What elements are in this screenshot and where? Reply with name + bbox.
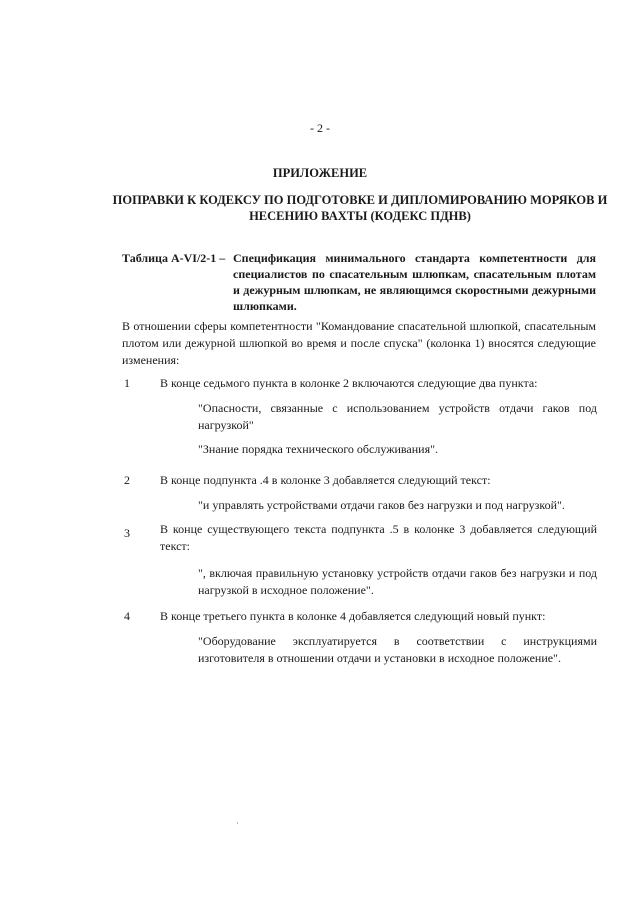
table-label: Таблица А-VI/2-1 – [122, 251, 226, 265]
amendment-text: В конце подпункта .4 в колонке 3 добавляется следующий текст: [160, 473, 491, 487]
table-heading [122, 250, 596, 314]
document-title: ПОПРАВКИ К КОДЕКСУ ПО ПОДГОТОВКЕ И ДИПЛОМИРОВАНИЮ МОРЯКОВ И НЕСЕНИЮ ВАХТЫ (КОДЕКС ПДНВ) [112, 193, 608, 223]
amendment-quote: "и управлять устройствами отдачи гаков без нагрузки и под нагрузкой". [198, 498, 565, 512]
annex-title: ПРИЛОЖЕНИЕ [272, 166, 368, 180]
intro-paragraph: В отношении сферы компетентности "Командование спасательной шлюпкой, спасательным плотом или дежурной шлюпкой во время и после спуска" (колонка 1) вносятся следующие изменения: [122, 319, 596, 367]
amendment-number: 3 [124, 526, 130, 540]
amendment-quote: "Оборудование эксплуатируется в соответствии с инструкциями изготовителя в отношении отдачи и установки в исходное положение". [198, 634, 597, 665]
amendment-quote: "Знание порядка технического обслуживания". [198, 442, 439, 456]
amendment-text: В конце существующего текста подпункта .5 в колонке 3 добавляется следующий текст: [160, 522, 597, 553]
footer-mark [237, 822, 238, 824]
amendment-number: 4 [124, 609, 130, 623]
amendment-text: В конце седьмого пункта в колонке 2 включаются следующие два пункта: [160, 376, 538, 390]
table-description: Спецификация минимального стандарта компетентности для специалистов по спасательным шлюпкам, спасательным плотам и дежурным шлюпкам, не являющимся скоростными дежурными шлюпками. [233, 251, 596, 313]
amendment-text: В конце третьего пункта в колонке 4 добавляется следующий новый пункт: [160, 609, 546, 623]
amendment-quote: "Опасности, связанные с использованием устройств отдачи гаков под нагрузкой" [198, 401, 597, 432]
amendment-number: 1 [124, 376, 130, 390]
amendment-number: 2 [124, 473, 130, 487]
amendment-quote: ", включая правильную установку устройств отдачи гаков без нагрузки и под нагрузкой в исходное положение". [198, 566, 597, 597]
page-number: - 2 - [310, 121, 330, 135]
